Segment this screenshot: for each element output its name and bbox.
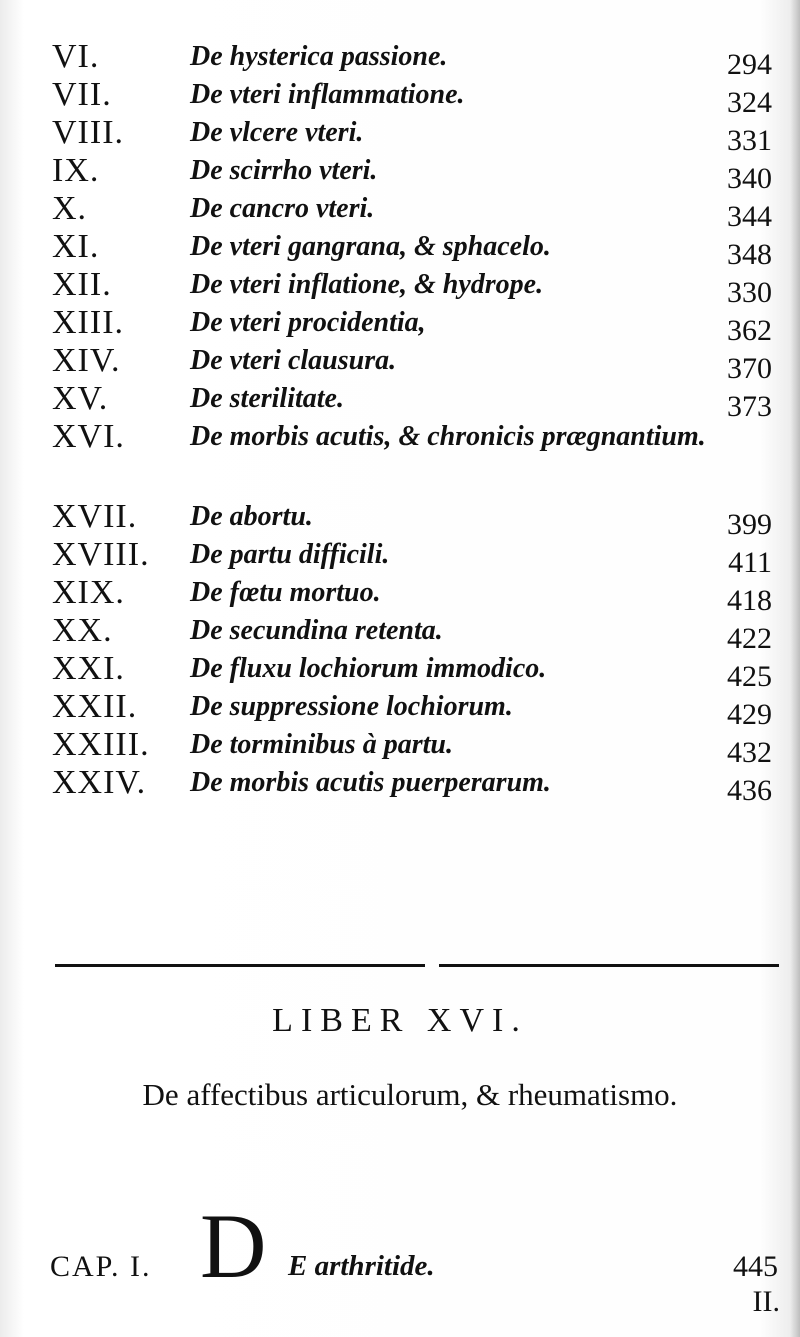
toc-entry: [52, 266, 782, 309]
divider-rule-right: [439, 964, 779, 967]
chapter-number: VI.: [52, 38, 100, 75]
page-number: 445: [733, 1250, 778, 1283]
page-number: 344: [727, 200, 772, 233]
catchword: II.: [752, 1285, 780, 1318]
page-number: 370: [727, 352, 772, 385]
chapter-label: CAP. I.: [50, 1250, 152, 1283]
chapter-number: VII.: [52, 76, 112, 113]
chapter-number: XVII.: [52, 498, 138, 535]
toc-entry: [52, 688, 782, 731]
toc-entry: [52, 228, 782, 271]
toc-entry: [52, 304, 782, 347]
chapter-title: De cancro vteri.: [190, 193, 375, 224]
chapter-title: De vteri procidentia,: [190, 307, 426, 338]
page-number: 422: [727, 622, 772, 655]
chapter-title: De fluxu lochiorum immodico.: [190, 653, 547, 684]
toc-entry: [52, 342, 782, 385]
chapter-title: De sterilitate.: [190, 383, 344, 414]
chapter-number: VIII.: [52, 114, 125, 151]
page-number: 399: [727, 508, 772, 541]
page-number: 324: [727, 86, 772, 119]
chapter-title: De vteri clausura.: [190, 345, 397, 376]
toc-entry: [52, 190, 782, 233]
page-number: 425: [727, 660, 772, 693]
chapter-title: De morbis acutis, & chronicis prægnantium.: [190, 421, 706, 452]
toc-entry: [52, 574, 782, 617]
chapter-number: XIX.: [52, 574, 125, 611]
toc-entry: [52, 152, 782, 195]
page-number: 432: [727, 736, 772, 769]
page-number: 373: [727, 390, 772, 423]
toc-entry: [52, 38, 782, 81]
page-edge-shadow: [790, 0, 800, 1337]
section-divider: [55, 964, 779, 970]
toc-entry: [52, 764, 782, 807]
toc-entry: [52, 76, 782, 119]
book-heading: LIBER XVI.: [272, 1002, 528, 1039]
page-number: 340: [727, 162, 772, 195]
chapter-number: XI.: [52, 228, 100, 265]
chapter-title: De suppressione lochiorum.: [190, 691, 513, 722]
chapter-title: De hysterica passione.: [190, 41, 448, 72]
page-number: 294: [727, 48, 772, 81]
chapter-title: De partu difficili.: [190, 539, 390, 570]
toc-entry: [52, 418, 782, 498]
table-of-contents: [52, 38, 782, 807]
chapter-title: De vteri inflatione, & hydrope.: [190, 269, 544, 300]
toc-entry: [52, 380, 782, 423]
chapter-number: XIV.: [52, 342, 121, 379]
toc-entry: [52, 612, 782, 655]
page-number: 348: [727, 238, 772, 271]
chapter-line: [50, 1195, 788, 1297]
chapter-title: De morbis acutis puerperarum.: [190, 767, 551, 798]
chapter-title: De fœtu mortuo.: [190, 577, 381, 608]
toc-entry: [52, 498, 782, 541]
divider-rule-left: [55, 964, 425, 967]
chapter-number: XXIV.: [52, 764, 147, 801]
chapter-number: XX.: [52, 612, 113, 649]
chapter-title: De scirrho vteri.: [190, 155, 378, 186]
chapter-title: De vteri gangrana, & sphacelo.: [190, 231, 551, 262]
chapter-title: De torminibus à partu.: [190, 729, 453, 760]
chapter-number: XVIII.: [52, 536, 150, 573]
page-number: 418: [727, 584, 772, 617]
chapter-title: De vteri inflammatione.: [190, 79, 465, 110]
toc-entry: [52, 726, 782, 769]
page-number: 330: [727, 276, 772, 309]
drop-cap: D: [200, 1195, 267, 1297]
chapter-title: De secundina retenta.: [190, 615, 443, 646]
chapter-title: De abortu.: [190, 501, 313, 532]
chapter-number: XXI.: [52, 650, 125, 687]
chapter-number: XII.: [52, 266, 112, 303]
page-number: 436: [727, 774, 772, 807]
chapter-number: XV.: [52, 380, 109, 417]
toc-entry: [52, 650, 782, 693]
page-number: 331: [727, 124, 772, 157]
chapter-number: IX.: [52, 152, 100, 189]
page-number: 411: [728, 546, 772, 579]
chapter-number: XXIII.: [52, 726, 150, 763]
book-subtitle: De affectibus articulorum, & rheumatismo.: [142, 1077, 678, 1112]
chapter-title: E arthritide.: [288, 1250, 435, 1282]
page-number: 362: [727, 314, 772, 347]
chapter-number: XVI.: [52, 418, 125, 455]
page-number: 429: [727, 698, 772, 731]
toc-entry: [52, 114, 782, 157]
chapter-number: X.: [52, 190, 88, 227]
chapter-title: De vlcere vteri.: [190, 117, 364, 148]
toc-entry: [52, 536, 782, 579]
chapter-number: XIII.: [52, 304, 125, 341]
chapter-number: XXII.: [52, 688, 138, 725]
